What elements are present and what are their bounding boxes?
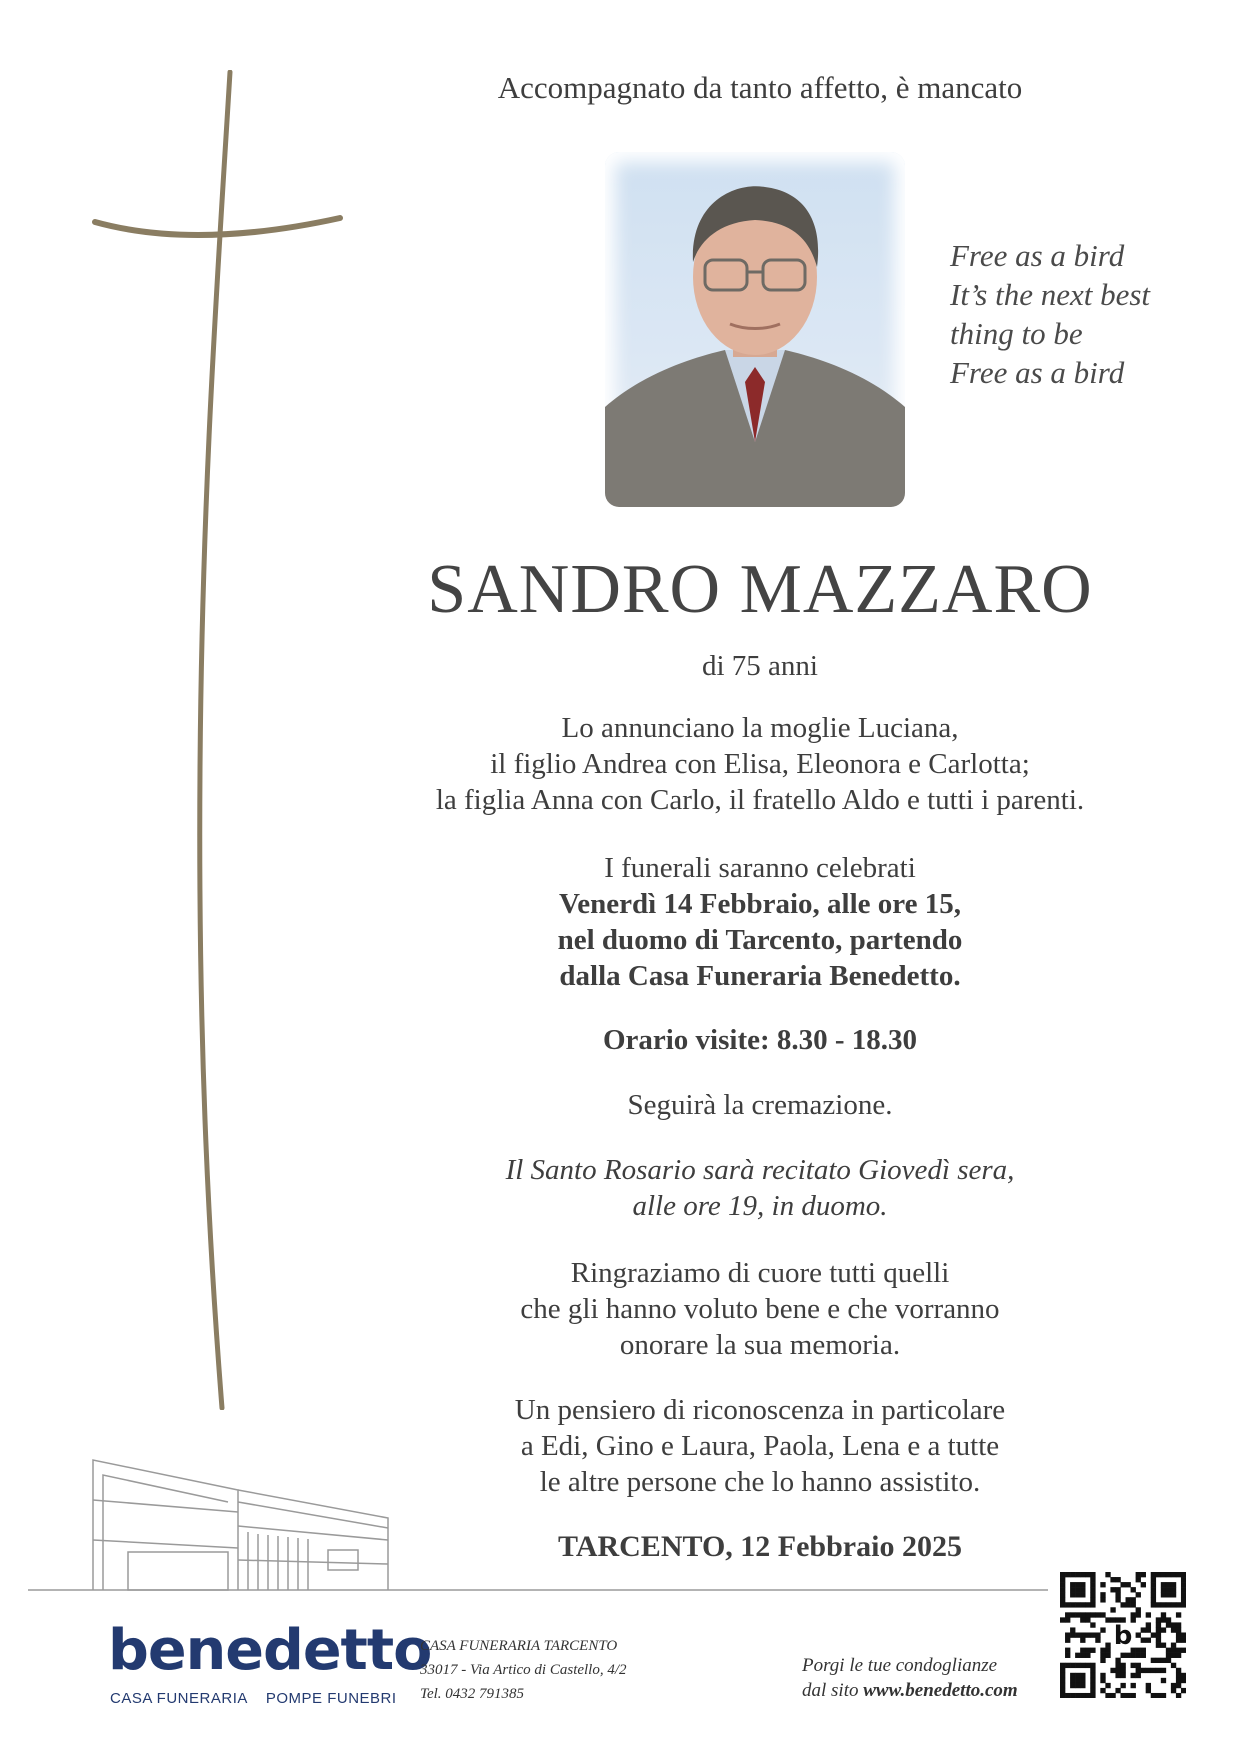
lyrics-line: thing to be (950, 316, 1083, 351)
condolences-link[interactable]: www.benedetto.com (863, 1680, 1018, 1701)
portrait-photo (605, 152, 905, 507)
thanks-line: che gli hanno voluto bene e che vorranno (520, 1293, 1000, 1325)
lyrics-line: It’s the next best (950, 277, 1151, 312)
thanks-line: onorare la sua memoria. (619, 1329, 901, 1361)
announcement-line: la figlia Anna con Carlo, il fratello Aldo e tutti i parenti. (435, 784, 1085, 816)
announcement-line: Lo annunciano la moglie Luciana, (561, 712, 959, 744)
intro-line: Accompagnato da tanto affetto, è mancato (497, 70, 1023, 105)
funeral-home-address (420, 1634, 627, 1706)
lyrics-line: Free as a bird (950, 355, 1125, 390)
gratitude-note (380, 1392, 1140, 1500)
gratitude-line: Un pensiero di riconoscenza in particolare (514, 1394, 1006, 1426)
place-date: TARCENTO, 12 Febbraio 2025 (558, 1530, 962, 1563)
qr-logo-glyph: b (1113, 1621, 1133, 1651)
condolences-info (802, 1653, 1018, 1703)
funeral-intro: I funerali saranno celebrati (604, 852, 916, 884)
funeral-detail: dalla Casa Funeraria Benedetto. (559, 960, 961, 992)
logo-subtitle-item: POMPE FUNEBRI (265, 1690, 397, 1707)
lyrics-line: Free as a bird (950, 238, 1125, 273)
cremation-note: Seguirà la cremazione. (627, 1089, 893, 1121)
logo-subtitle (110, 1690, 397, 1707)
thanks-line: Ringraziamo di cuore tutti quelli (570, 1257, 950, 1289)
condolences-prefix: dal sito (802, 1680, 864, 1701)
deceased-name: SANDRO MAZZARO (427, 551, 1093, 628)
address-line: 33017 - Via Artico di Castello, 4/2 (420, 1662, 627, 1678)
funeral-detail: Venerdì 14 Febbraio, alle ore 15, (559, 888, 961, 920)
thanks-note (380, 1255, 1140, 1363)
cross-icon (90, 70, 350, 1410)
funeral-detail: nel duomo di Tarcento, partendo (557, 924, 963, 956)
deceased-age: di 75 anni (702, 650, 818, 682)
address-line: Tel. 0432 791385 (420, 1686, 525, 1702)
rosary-line: Il Santo Rosario sarà recitato Giovedì sera, (505, 1154, 1015, 1186)
condolences-line (802, 1678, 1018, 1703)
portrait-illustration (605, 152, 905, 507)
benedetto-logo: benedetto (108, 1618, 432, 1683)
rosary-note (380, 1152, 1140, 1224)
rosary-line: alle ore 19, in duomo. (632, 1190, 888, 1222)
logo-subtitle-item: CASA FUNERARIA (110, 1690, 248, 1707)
song-lyrics (950, 236, 1150, 392)
funeral-info (380, 850, 1140, 994)
announcement (380, 710, 1140, 818)
visiting-hours: Orario visite: 8.30 - 18.30 (602, 1024, 918, 1056)
qr-code-icon[interactable] (1060, 1572, 1186, 1698)
gratitude-line: a Edi, Gino e Laura, Paola, Lena e a tutte (520, 1430, 1000, 1462)
condolences-line: Porgi le tue condoglianze (802, 1655, 998, 1676)
address-line: CASA FUNERARIA TARCENTO (420, 1638, 618, 1654)
gratitude-line: le altre persone che lo hanno assistito. (539, 1466, 981, 1498)
announcement-line: il figlio Andrea con Elisa, Eleonora e Carlotta; (490, 748, 1030, 780)
